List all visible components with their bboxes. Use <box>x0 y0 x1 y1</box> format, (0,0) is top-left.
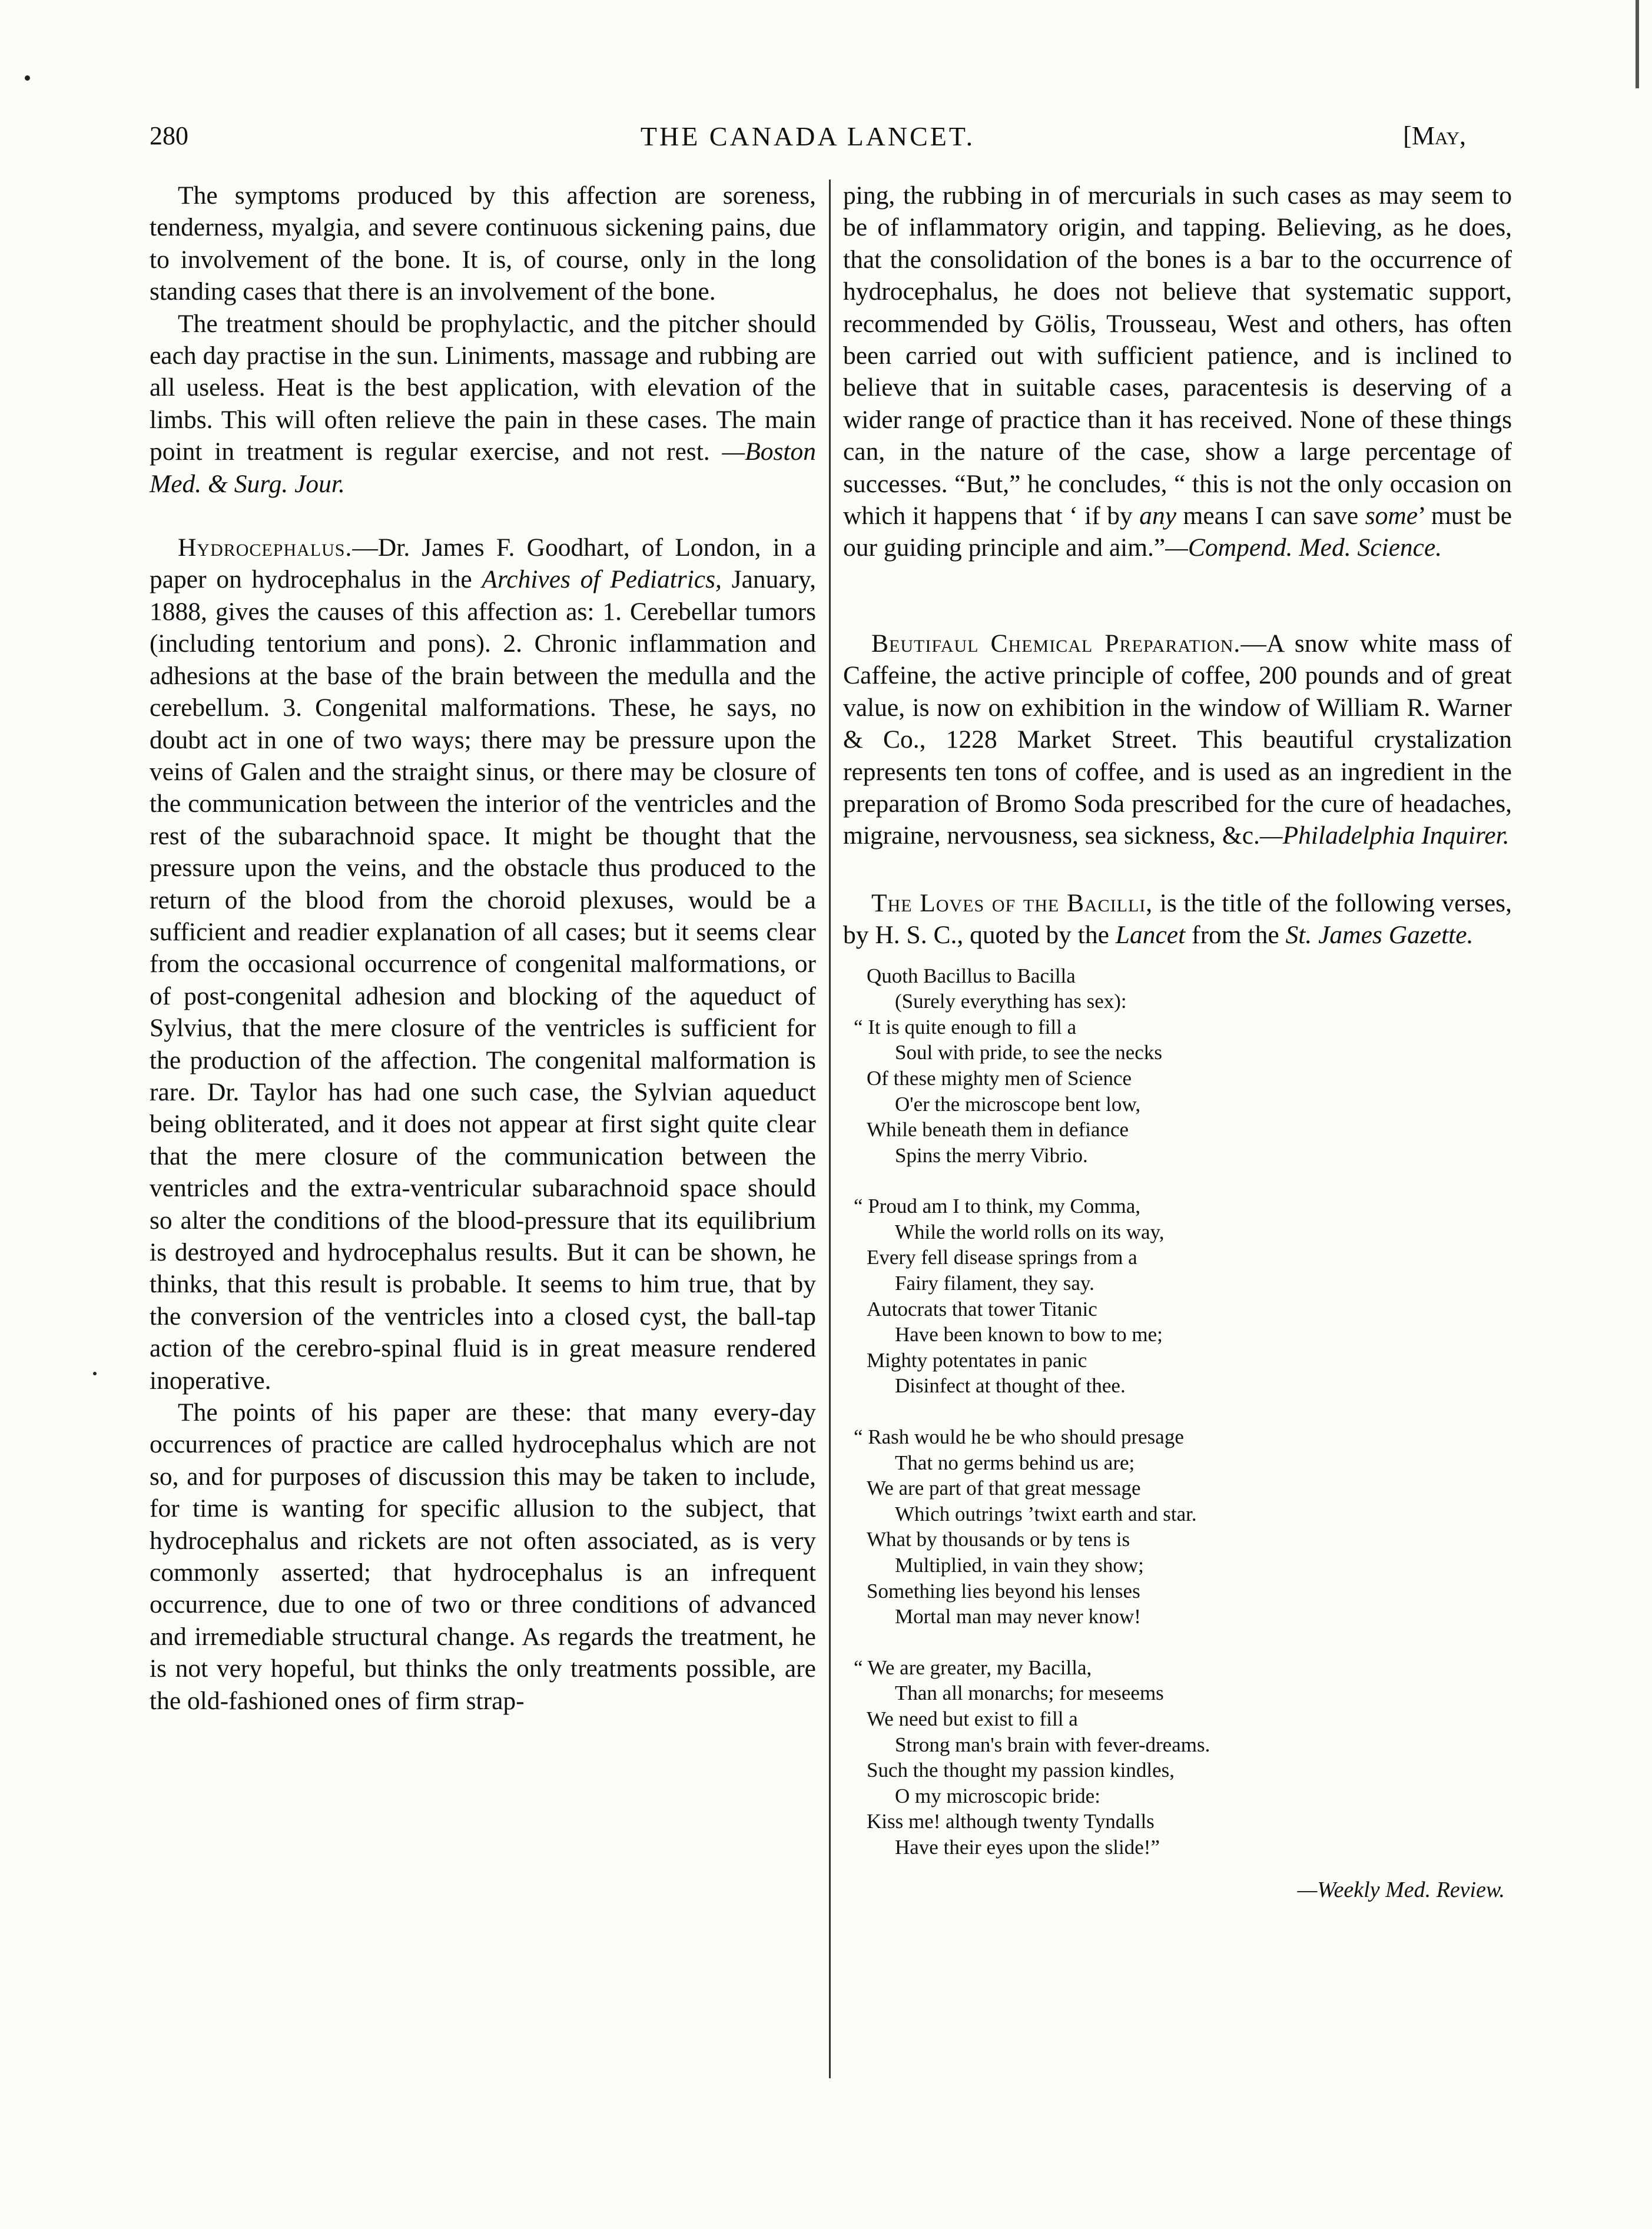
poem-line: Quoth Bacillus to Bacilla <box>867 964 1076 987</box>
poem-line: Of these mighty men of Science <box>867 1066 1132 1090</box>
page-number: 280 <box>150 121 188 150</box>
poem-line: That no germs behind us are; <box>895 1451 1135 1474</box>
poem-line: Kiss me! although twenty Tyndalls <box>867 1810 1155 1833</box>
bacilli-lancet: Lancet <box>1115 921 1186 950</box>
left-column <box>150 180 816 1717</box>
ink-speck <box>93 1372 97 1375</box>
continuation-any: any <box>1139 502 1177 530</box>
poem-line: Disinfect at thought of thee. <box>895 1374 1126 1398</box>
bacilli-intro-2: from the <box>1185 921 1286 950</box>
poem-line: Which outrings ’twixt earth and star. <box>895 1502 1197 1525</box>
hydrocephalus-body: January, 1888, gives the causes of this affection as: 1. Cerebellar tumors (including tentorium and pons). 2. Chronic inflammation and adhesions at the base of the brain between the medulla and the cerebellum. 3. Congenital malformations. These, he says, no doubt act in one of two ways; there may be pressure upon the veins of Galen and the straight sinus, or there may be closure of the communication between the interior of the ventricles and the rest of the subarachnoid space. It might be thought that the pressure upon the veins, and the obstacle thus produced to the return of the blood from the choroid plexuses, would be a sufficient and readier explanation of all cases; but it seems clear from the occasional occurrence of congenital malformations, or of post-congenital adhesion and blocking of the aqueduct of Sylvius, that the mere closure of the ventricles is sufficient for the production of the affection. The congenital malformation is rare. Dr. Taylor has had one such case, the Sylvian aqueduct being obliterated, and it does not appear at first sight quite clear that the mere closure of the communication between the ventricles and the extra-ventricular subarachnoid space should so alter the conditions of the blood-pressure that its equilibrium is destroyed and hydrocephalus results. But it can be shown, he thinks, that this result is probable. It seems to him true, that by the conversion of the ventricles into a closed cyst, the ball-tap action of the cerebro-spinal fluid is in great measure rendered inoperative. <box>150 565 816 1395</box>
points-paragraph: The points of his paper are these: that many every-day occurrences of practice are called hydrocephalus which are not so, and for purposes of discussion this may be taken to include, for time is wanting for specific allusion to the subject, that hydrocephalus and rickets are not often associated, as is very commonly asserted; that hydrocephalus is an infrequent occurrence, due to one of two or three conditions of advanced and irremediable structural change. As regards the treatment, he is not very hopeful, but thinks the only treatments possible, are the old-fashioned ones of firm strap- <box>150 1398 816 1715</box>
poem-line: While beneath them in defiance <box>867 1118 1129 1142</box>
symptoms-paragraph: The symptoms produced by this affection are soreness, tenderness, myalgia, and severe continuous sickening pains, due to involvement of the bone. It is, of course, only in the long standing cases that there is an involvement of the bone. <box>150 181 816 306</box>
journal-title: THE CANADA LANCET. <box>640 121 976 151</box>
ink-speck <box>25 75 30 81</box>
poem-line: Have been known to bow to me; <box>895 1323 1163 1346</box>
bacilli-poem <box>854 963 1512 1860</box>
caffeine-paragraph <box>843 628 1512 852</box>
continuation-text-3: ’ must be our guiding principle and aim.” <box>843 502 1512 562</box>
poem-line: Have their eyes upon the slide!” <box>895 1835 1160 1859</box>
treatment-text: The treatment should be prophylactic, and the pitcher should each day practise in the sun. Liniments, massage and rubbing are all useless. Heat is the best application, with elevation of the limbs. This will often relieve the pain in these cases. The main point in treatment is regular exercise, and not rest. <box>150 309 816 466</box>
poem-line: “ It is quite enough to fill a <box>854 1015 1077 1039</box>
hydrocephalus-intro: —Dr. James F. Goodhart, of London, in a paper on hydrocephalus in the <box>150 533 816 594</box>
poem-line: “ Proud am I to think, my Comma, <box>854 1195 1141 1218</box>
bacilli-gazette: St. James Gazette. <box>1285 921 1474 950</box>
treatment-paragraph <box>150 308 816 500</box>
poem-line: Something lies beyond his lenses <box>867 1579 1140 1603</box>
continuation-source: —Compend. Med. Science. <box>1165 533 1442 562</box>
poem-line: (Surely everything has sex): <box>895 990 1127 1013</box>
poem-line: Every fell disease springs from a <box>867 1246 1137 1269</box>
poem-line: O'er the microscope bent low, <box>895 1092 1141 1116</box>
poem-line: We are part of that great message <box>867 1477 1141 1500</box>
bacilli-intro-1: is the title of the following verses, by H. S. C., quoted by the <box>843 888 1512 950</box>
poem-attribution: —Weekly Med. Review. <box>1297 1877 1505 1902</box>
continuation-text-1: ping, the rubbing in of mercurials in such cases as may seem to be of inflammatory origin, and tapping. Believing, as he does, that the consolidation of the bones is a bar to the occurrence of hydrocephalus, he does not believe that systematic support, recommended by Gölis, Trousseau, West and others, has often been carried out with sufficient patience, and is inclined to believe that in suitable cases, paracentesis is deserving of a wider range of practice than it has received. None of these things can, in the nature of the case, show a large percentage of successes. “But,” he concludes, “ this is not the only occasion on which it happens that ‘ if by <box>843 181 1512 530</box>
poem-stanza <box>854 1424 1512 1630</box>
hydrocephalus-paragraph <box>150 532 816 1397</box>
caffeine-body: —A snow white mass of Caffeine, the active principle of coffee, 200 pounds and of great value, is now on exhibition in the window of William R. Warner & Co., 1228 Market Street. This beautiful crystalization represents ten tons of coffee, and is used as an ingredient in the preparation of Bromo Soda prescribed for the cure of headaches, migraine, nervousness, sea sickness, &c. <box>843 629 1512 850</box>
page-header <box>150 121 1466 162</box>
poem-line: O my microscopic bride: <box>895 1784 1100 1807</box>
issue-month: [May, <box>1403 121 1466 150</box>
poem-line: While the world rolls on its way, <box>895 1220 1165 1243</box>
poem-line: “ Rash would he be who should presage <box>854 1425 1184 1449</box>
bacilli-heading: The Loves of the Bacilli, <box>871 888 1153 917</box>
continuation-some: some <box>1365 502 1418 530</box>
caffeine-heading: Beutifaul Chemical Preparation. <box>871 629 1241 658</box>
page-edge-mark <box>1636 0 1639 88</box>
poem-line: Soul with pride, to see the necks <box>895 1041 1162 1064</box>
poem-line: “ We are greater, my Bacilla, <box>854 1656 1092 1679</box>
poem-line: Than all monarchs; for meseems <box>895 1681 1164 1705</box>
hydrocephalus-continuation <box>843 180 1512 564</box>
poem-line: Spins the merry Vibrio. <box>895 1143 1088 1167</box>
poem-line: Mortal man may never know! <box>895 1605 1141 1628</box>
poem-line: Multiplied, in vain they show; <box>895 1554 1144 1577</box>
continuation-text-2: means I can save <box>1176 502 1365 530</box>
poem-line: Strong man's brain with fever-dreams. <box>895 1733 1210 1756</box>
poem-stanza <box>854 1193 1512 1399</box>
bacilli-intro-paragraph <box>843 887 1512 951</box>
poem-line: Autocrats that tower Titanic <box>867 1297 1097 1321</box>
poem-line: We need but exist to fill a <box>867 1707 1078 1730</box>
hydrocephalus-heading: Hydrocephalus. <box>178 533 353 562</box>
poem-stanza <box>854 963 1512 1169</box>
hydrocephalus-journal: Archives of Pediatrics, <box>482 565 722 594</box>
poem-stanza <box>854 1655 1512 1860</box>
poem-line: Such the thought my passion kindles, <box>867 1759 1175 1782</box>
poem-line: Fairy filament, they say. <box>895 1272 1094 1295</box>
treatment-source: —Boston Med. & Surg. Jour. <box>150 437 817 498</box>
poem-line: Mighty potentates in panic <box>867 1348 1087 1372</box>
caffeine-source: —Philadelphia Inquirer. <box>1259 821 1510 850</box>
right-column <box>843 180 1512 1906</box>
poem-line: What by thousands or by tens is <box>867 1528 1130 1551</box>
column-divider <box>829 180 831 2078</box>
